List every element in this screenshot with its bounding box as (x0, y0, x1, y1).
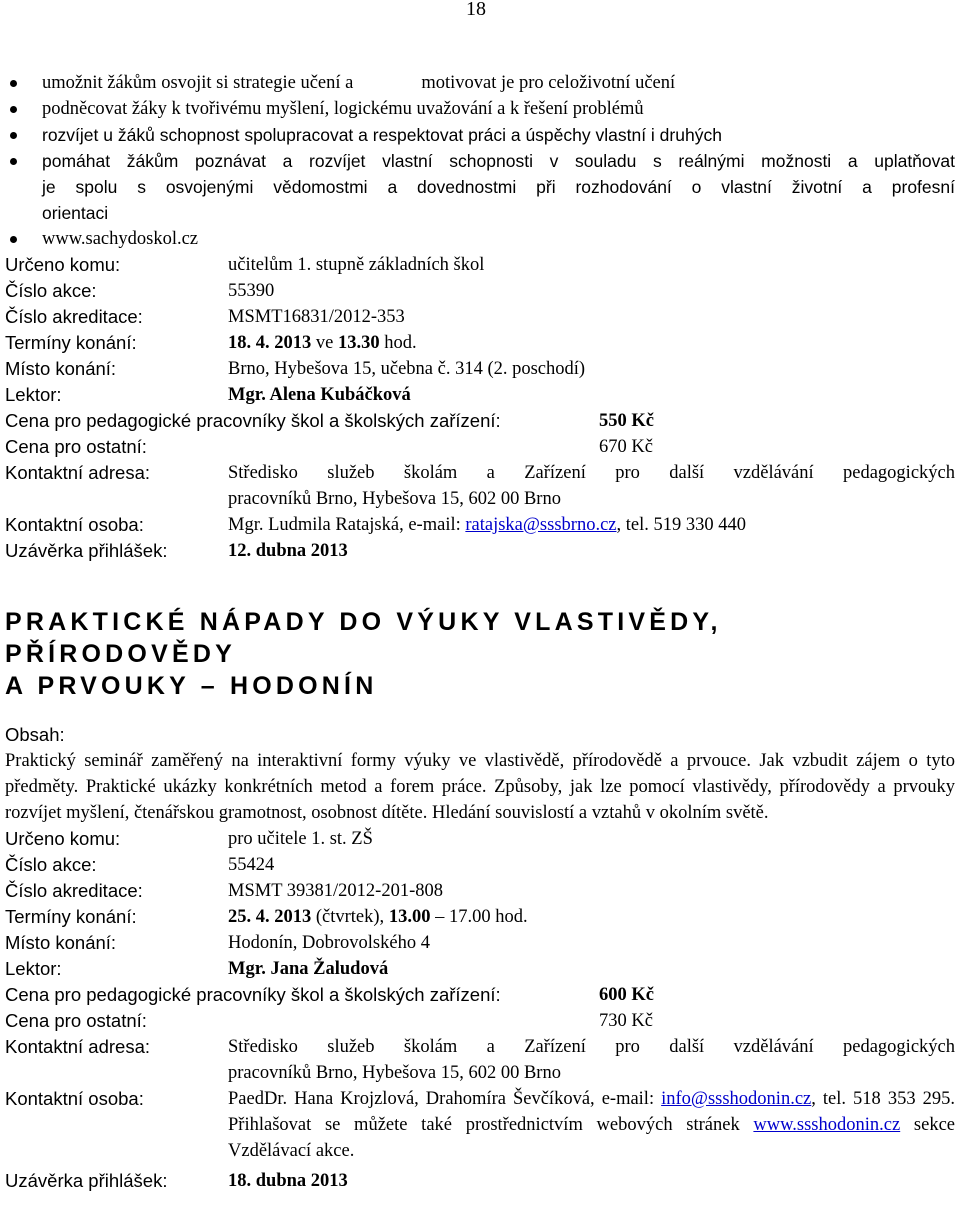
target-row (5, 826, 955, 852)
deadline-value: 12. dubna 2013 (228, 541, 348, 561)
course2-details (5, 722, 955, 1194)
contact-person-row (5, 1086, 955, 1164)
price-others-row (5, 434, 955, 460)
document-body (5, 70, 955, 1194)
content-label: Obsah: (5, 724, 65, 745)
venue-row (5, 930, 955, 956)
list-item: umožnit žákům osvojit si strategie učení a motivovat je pro celoživotní učení (5, 70, 955, 96)
venue-value: Brno, Hybešova 15, učebna č. 314 (2. poschodí) (228, 359, 586, 379)
contact-address-line2: pracovníků Brno, Hybešova 15, 602 00 Brno (228, 489, 561, 509)
deadline-row (5, 538, 955, 564)
lecturer-label: Lektor: (5, 958, 62, 979)
price-teachers-value: 550 Kč (599, 411, 654, 431)
lecturer-row (5, 382, 955, 408)
price-teachers-label: Cena pro pedagogické pracovníky škol a školských zařízení: (5, 984, 501, 1005)
contact-address-label: Kontaktní adresa: (5, 1036, 151, 1057)
dates-value: 25. 4. 2013 (čtvrtek), 13.00 – 17.00 hod. (228, 907, 528, 927)
action-number-row (5, 278, 955, 304)
dates-label: Termíny konání: (5, 332, 137, 353)
target-label: Určeno komu: (5, 254, 121, 275)
venue-value: Hodonín, Dobrovolského 4 (228, 933, 430, 953)
target-value: učitelům 1. stupně základních škol (228, 255, 485, 275)
contact-person-value: PaedDr. Hana Krojzlová, Drahomíra Ševčíková, e-mail: info@ssshodonin.cz, tel. 518 353 295. Přihlašovat se můžete také prostřednictvím webových stránek www.ssshodonin.cz sekce Vzdělávací akce. (228, 1089, 955, 1161)
deadline-row (5, 1168, 955, 1194)
action-number-value: 55390 (228, 281, 275, 301)
accreditation-row (5, 878, 955, 904)
page-number: 18 (466, 0, 486, 20)
accreditation-row (5, 304, 955, 330)
accreditation-value: MSMT 39381/2012-201-808 (228, 881, 443, 901)
contact-person-row (5, 512, 955, 538)
dates-row (5, 904, 955, 930)
accreditation-value: MSMT16831/2012-353 (228, 307, 405, 327)
contact-person-label: Kontaktní osoba: (5, 514, 144, 535)
price-others-label: Cena pro ostatní: (5, 1010, 147, 1031)
price-others-value: 670 Kč (599, 437, 653, 457)
contact-address-line1: Středisko služeb školám a Zařízení pro další vzdělávání pedagogických (228, 1037, 955, 1057)
email-link[interactable]: ratajska@sssbrno.cz (465, 515, 617, 535)
list-item: www.sachydoskol.cz (5, 226, 955, 252)
content-text: Praktický seminář zaměřený na interaktivní formy výuky ve vlastivědě, přírodovědě a prvouce. Jak vzbudit zájem o tyto předměty. Praktické ukázky konkrétních metod a forem práce. Způsoby, jak lze pomocí vlastivědy, přírodovědy a prvouky rozvíjet myšlení, čtenářskou gramotnost, osobnost dítěte. Hledání souvislostí a vztahů v okolním světě. (5, 751, 955, 823)
contact-address-line1: Středisko služeb školám a Zařízení pro další vzdělávání pedagogických (228, 463, 955, 483)
deadline-value: 18. dubna 2013 (228, 1171, 348, 1191)
action-number-label: Číslo akce: (5, 280, 97, 301)
accreditation-label: Číslo akreditace: (5, 306, 143, 327)
price-teachers-value: 600 Kč (599, 985, 654, 1005)
list-item: podněcovat žáky k tvořivému myšlení, logickému uvažování a k řešení problémů (5, 96, 955, 122)
contact-person-value: Mgr. Ludmila Ratajská, e-mail: ratajska@sssbrno.cz, tel. 519 330 440 (228, 515, 746, 535)
lecturer-row (5, 956, 955, 982)
contact-address-label: Kontaktní adresa: (5, 462, 151, 483)
target-label: Určeno komu: (5, 828, 121, 849)
dates-value: 18. 4. 2013 ve 13.30 hod. (228, 333, 417, 353)
action-number-value: 55424 (228, 855, 275, 875)
lecturer-value: Mgr. Alena Kubáčková (228, 385, 411, 405)
goals-list (5, 70, 955, 252)
course1-details (5, 252, 955, 564)
contact-address-row (5, 460, 955, 486)
target-row (5, 252, 955, 278)
price-others-value: 730 Kč (599, 1011, 653, 1031)
email-link[interactable]: info@ssshodonin.cz (661, 1089, 812, 1109)
contact-person-label: Kontaktní osoba: (5, 1088, 144, 1109)
price-others-row (5, 1008, 955, 1034)
list-item: rozvíjet u žáků schopnost spolupracovat a respektovat práci a úspěchy vlastní i druhých (5, 122, 955, 148)
venue-label: Místo konání: (5, 358, 117, 379)
list-item: pomáhat žákům poznávat a rozvíjet vlastní schopnosti v souladu s reálnými možnosti a uplatňovat je spolu s osvojenými vědomostmi a dovednostmi při rozhodování o vlastní životní a profesní orientaci (5, 148, 955, 226)
venue-row (5, 356, 955, 382)
deadline-label: Uzávěrka přihlášek: (5, 540, 168, 561)
price-teachers-row (5, 408, 955, 434)
accreditation-label: Číslo akreditace: (5, 880, 143, 901)
lecturer-label: Lektor: (5, 384, 62, 405)
lecturer-value: Mgr. Jana Žaludová (228, 959, 389, 979)
price-others-label: Cena pro ostatní: (5, 436, 147, 457)
deadline-label: Uzávěrka přihlášek: (5, 1170, 168, 1191)
price-teachers-row (5, 982, 955, 1008)
contact-address-row (5, 1034, 955, 1060)
contact-address-line2: pracovníků Brno, Hybešova 15, 602 00 Brno (228, 1063, 561, 1083)
section-title: PRAKTICKÉ NÁPADY DO VÝUKY VLASTIVĚDY, PŘÍRODOVĚDY A PRVOUKY – HODONÍN (5, 608, 722, 700)
venue-label: Místo konání: (5, 932, 117, 953)
website-link[interactable]: www.ssshodonin.cz (753, 1115, 901, 1135)
action-number-label: Číslo akce: (5, 854, 97, 875)
price-teachers-label: Cena pro pedagogické pracovníky škol a školských zařízení: (5, 410, 501, 431)
target-value: pro učitele 1. st. ZŠ (228, 829, 373, 849)
dates-label: Termíny konání: (5, 906, 137, 927)
dates-row (5, 330, 955, 356)
action-number-row (5, 852, 955, 878)
